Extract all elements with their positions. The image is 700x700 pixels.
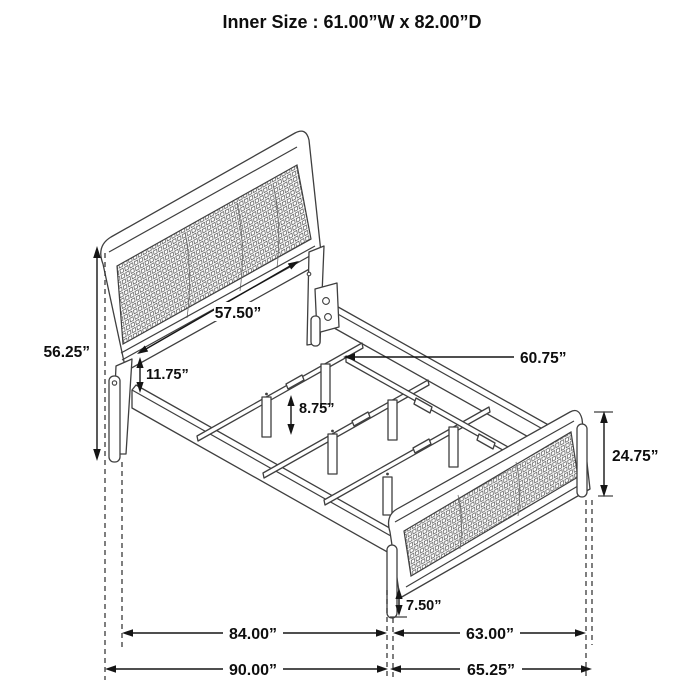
bracket-hole bbox=[323, 298, 330, 305]
dim-inner-length bbox=[122, 622, 387, 643]
dim-label: 56.25” bbox=[43, 344, 90, 361]
footboard-right-leg bbox=[577, 424, 587, 497]
bracket-hole bbox=[325, 314, 332, 321]
dim-slat-leg-height bbox=[287, 395, 334, 435]
slat-leg bbox=[321, 364, 330, 404]
leg-screw bbox=[331, 430, 334, 433]
dim-floor-to-rail bbox=[136, 357, 188, 393]
arrow-left bbox=[122, 629, 133, 637]
dim-footboard-clearance bbox=[390, 588, 441, 617]
arrow-up bbox=[287, 395, 294, 406]
arrow-down bbox=[93, 449, 101, 461]
headboard-right-leg bbox=[311, 316, 320, 346]
slat-leg bbox=[388, 400, 397, 440]
dim-slat-length bbox=[343, 350, 567, 367]
dim-headboard-height bbox=[43, 246, 100, 461]
arrow-right bbox=[377, 665, 388, 673]
arrow-left bbox=[105, 665, 116, 673]
dim-label: 57.50” bbox=[214, 305, 262, 322]
dim-label: 63.00” bbox=[465, 626, 515, 643]
slat-leg bbox=[262, 397, 271, 437]
arrow-left bbox=[390, 665, 401, 673]
arrow-down bbox=[600, 485, 608, 497]
arrow-right bbox=[575, 629, 586, 637]
footboard-left-leg bbox=[387, 545, 397, 618]
slat-leg bbox=[328, 434, 337, 474]
slat-leg bbox=[383, 477, 392, 515]
dim-footboard-span bbox=[393, 622, 586, 643]
dim-label: 24.75” bbox=[612, 448, 659, 465]
dim-label: 8.75” bbox=[299, 401, 335, 417]
page-title: Inner Size : 61.00”W x 82.00”D bbox=[222, 12, 482, 32]
stile-hole bbox=[307, 272, 311, 276]
dim-label: 65.25” bbox=[466, 662, 516, 679]
leg-screw bbox=[265, 393, 268, 396]
arrow-up bbox=[600, 411, 608, 423]
dim-label: 60.75” bbox=[520, 350, 567, 367]
dim-label: 90.00” bbox=[228, 662, 278, 679]
dim-overall-width bbox=[390, 658, 592, 679]
slat-leg bbox=[449, 427, 458, 467]
arrow-up bbox=[93, 246, 101, 258]
slat-1 bbox=[197, 343, 363, 441]
dim-overall-length bbox=[105, 658, 388, 679]
dim-label: 7.50” bbox=[406, 598, 442, 614]
arrow-down bbox=[287, 424, 294, 435]
leg-top-hole bbox=[112, 381, 116, 385]
headboard-left-leg bbox=[109, 376, 120, 462]
leg-screw bbox=[386, 473, 389, 476]
dim-label: 11.75” bbox=[146, 367, 189, 383]
dim-footboard-height bbox=[594, 411, 659, 497]
arrow-left bbox=[393, 629, 404, 637]
dim-label: 84.00” bbox=[228, 626, 278, 643]
arrow-right bbox=[376, 629, 387, 637]
